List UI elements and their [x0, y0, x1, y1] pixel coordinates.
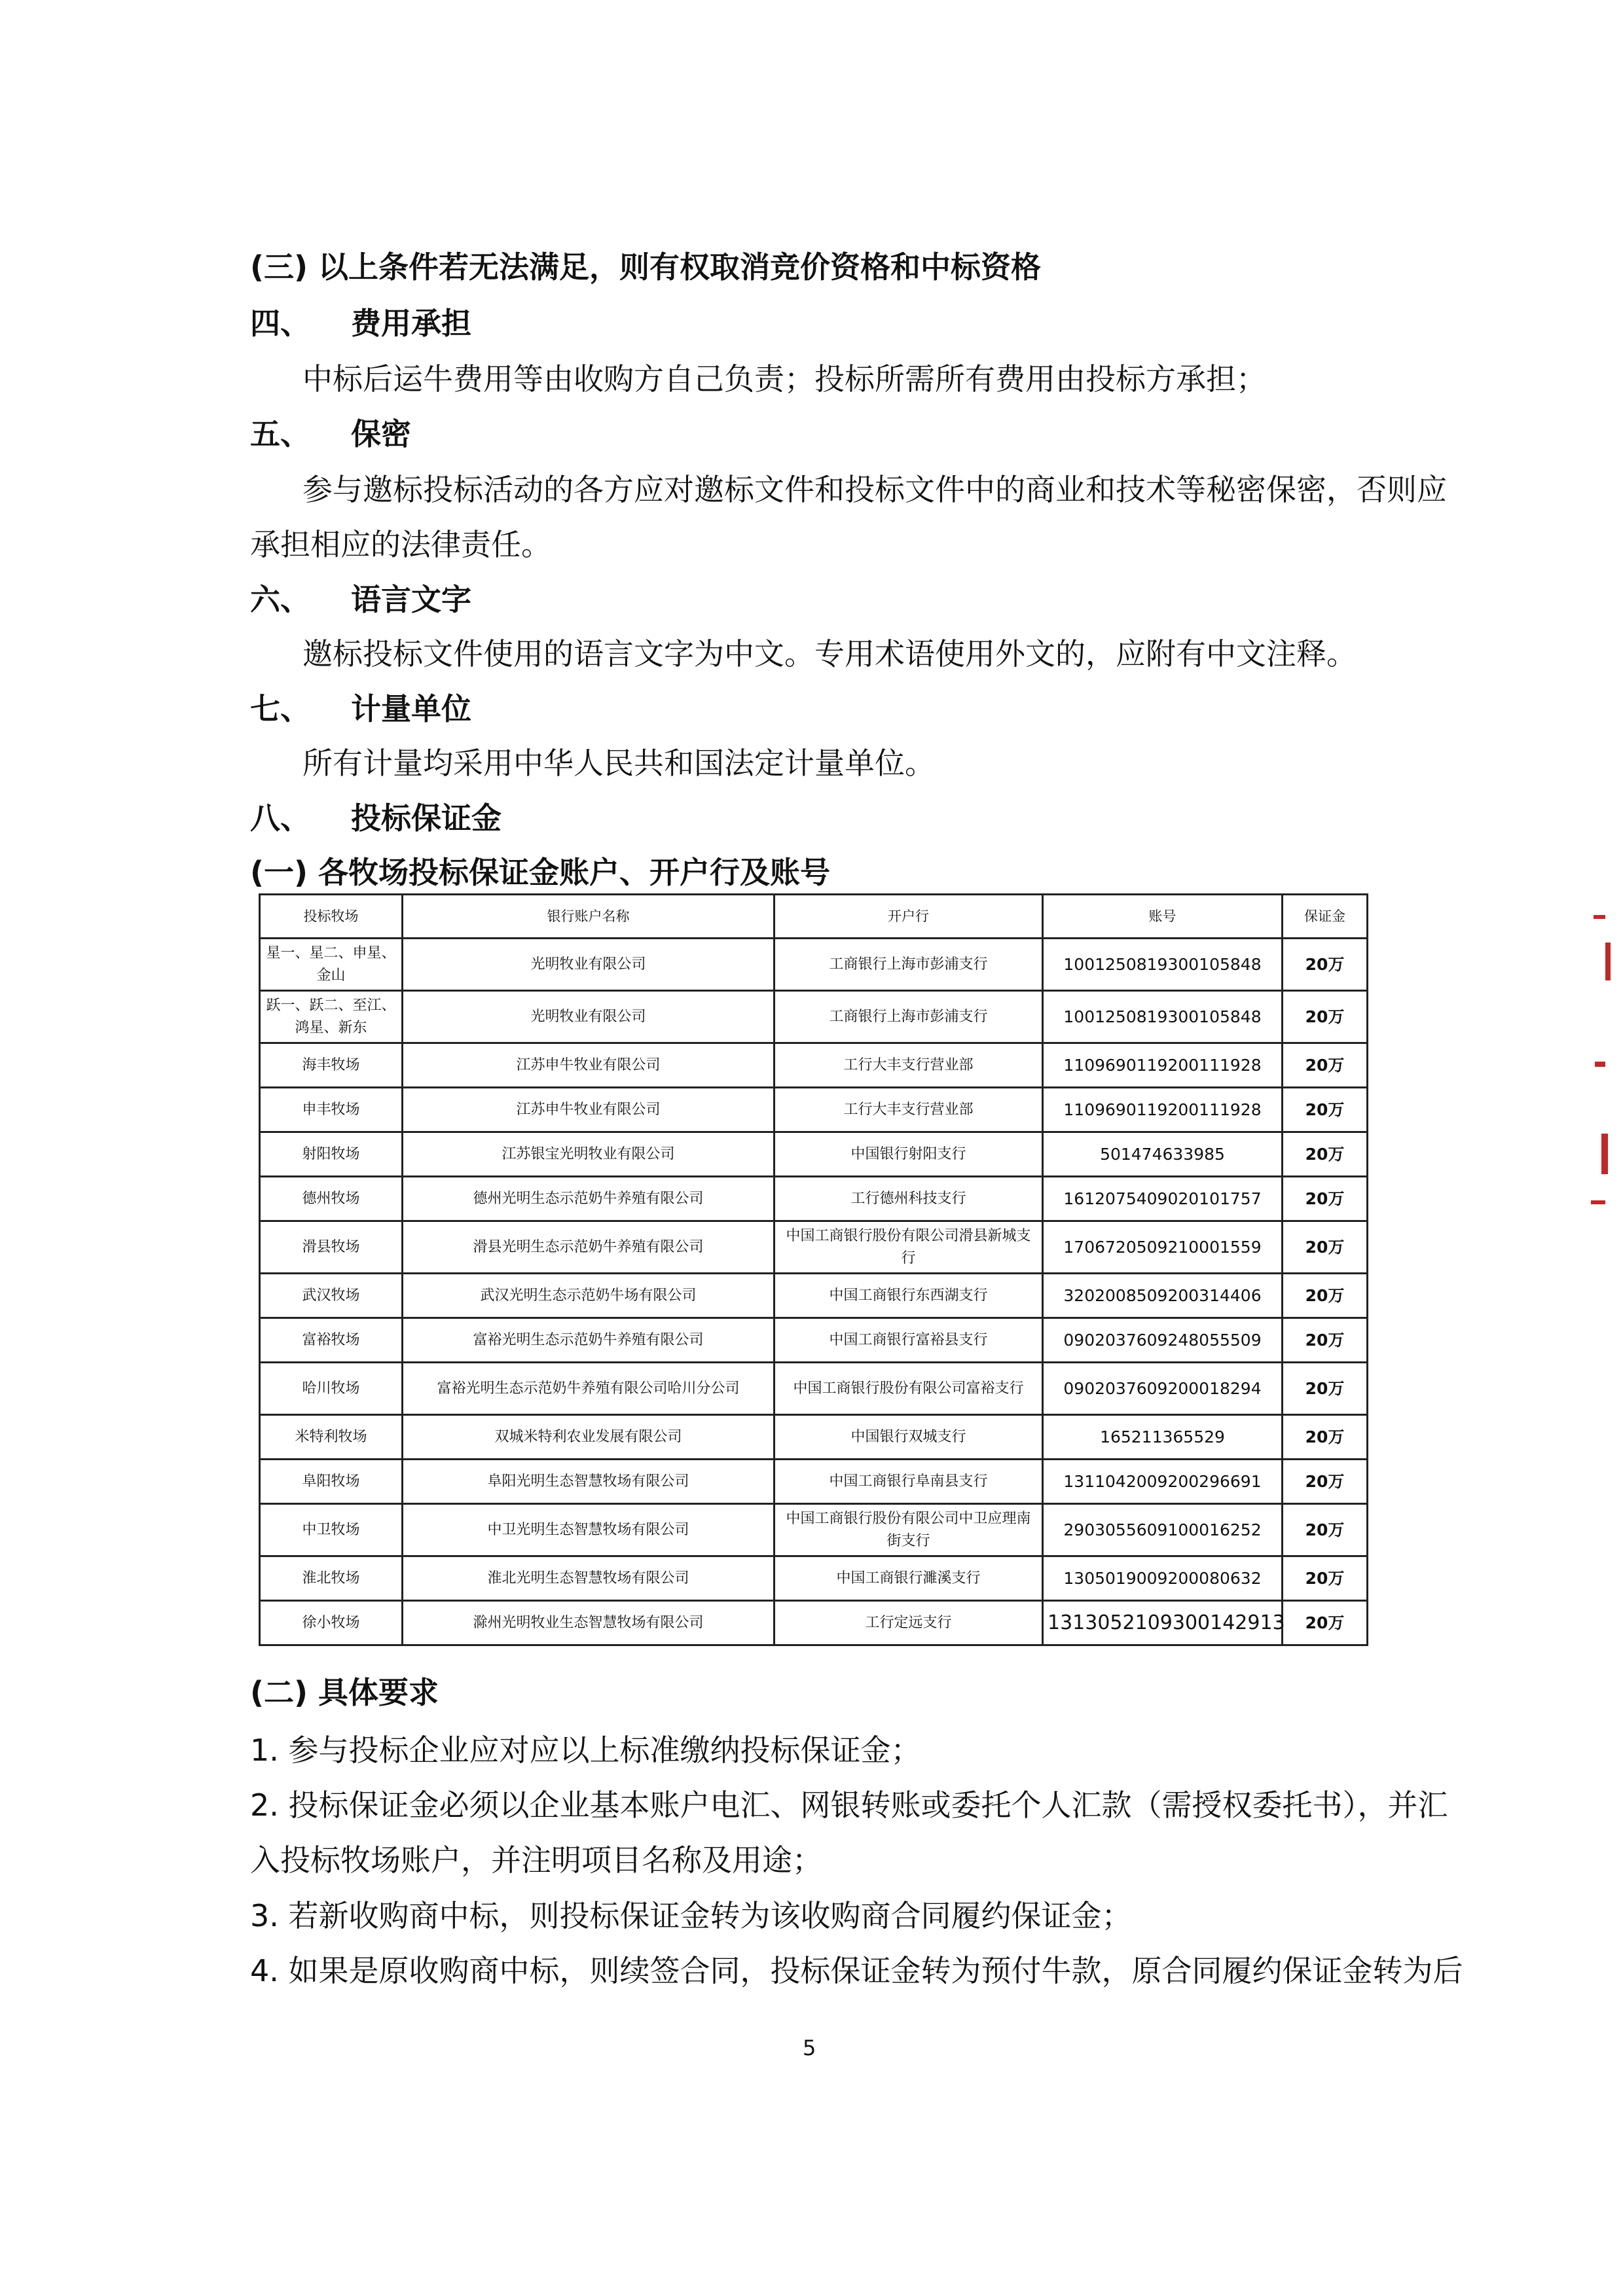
cell-ranch: 淮北牧场 — [260, 1556, 403, 1601]
cell-bank: 中国银行射阳支行 — [775, 1132, 1043, 1177]
section-8-number: 八、 — [250, 800, 310, 836]
cell-account-number: 1313052109300142913 — [1043, 1601, 1283, 1645]
bond-table — [259, 893, 1368, 1646]
cell-account-name: 江苏申牛牧业有限公司 — [403, 1088, 775, 1132]
table-row — [260, 1415, 1368, 1460]
table-row — [260, 1177, 1368, 1221]
table-title: (一) 各牧场投标保证金账户、开户行及账号 — [250, 855, 831, 890]
cell-account-name: 富裕光明生态示范奶牛养殖有限公司 — [403, 1318, 775, 1363]
cell-deposit: 20万 — [1283, 1177, 1368, 1221]
cell-bank: 工行大丰支行营业部 — [775, 1043, 1043, 1088]
cell-account-name: 淮北光明生态智慧牧场有限公司 — [403, 1556, 775, 1601]
section-6-number: 六、 — [250, 582, 310, 617]
cell-deposit: 20万 — [1283, 1043, 1368, 1088]
table-header-row — [260, 895, 1368, 939]
table-row — [260, 1504, 1368, 1556]
cell-account-name: 江苏申牛牧业有限公司 — [403, 1043, 775, 1088]
cell-account-number: 3202008509200314406 — [1043, 1274, 1283, 1318]
section-4-number: 四、 — [250, 306, 310, 341]
cell-deposit: 20万 — [1283, 939, 1368, 991]
header-account-name: 银行账户名称 — [403, 895, 775, 939]
requirement-2-line2: 入投标牧场账户，并注明项目名称及用途； — [250, 1842, 822, 1878]
header-account-number: 账号 — [1043, 895, 1283, 939]
cell-account-name: 光明牧业有限公司 — [403, 991, 775, 1043]
cell-account-number: 165211365529 — [1043, 1415, 1283, 1460]
cell-ranch: 射阳牧场 — [260, 1132, 403, 1177]
table-row — [260, 991, 1368, 1043]
cell-ranch: 武汉牧场 — [260, 1274, 403, 1318]
cell-account-number: 1001250819300105848 — [1043, 939, 1283, 991]
header-bank: 开户行 — [775, 895, 1043, 939]
cell-ranch: 德州牧场 — [260, 1177, 403, 1221]
table-row — [260, 1221, 1368, 1274]
cell-account-name: 武汉光明生态示范奶牛场有限公司 — [403, 1274, 775, 1318]
table-row — [260, 1043, 1368, 1088]
page-number: 5 — [803, 2036, 816, 2060]
requirement-3: 3. 若新收购商中标，则投标保证金转为该收购商合同履约保证金； — [250, 1898, 1132, 1933]
requirement-2-line1: 2. 投标保证金必须以企业基本账户电汇、网银转账或委托个人汇款（需授权委托书），并汇 — [250, 1787, 1448, 1823]
cell-ranch: 阜阳牧场 — [260, 1460, 403, 1504]
cell-account-number: 1001250819300105848 — [1043, 991, 1283, 1043]
table-row — [260, 1556, 1368, 1601]
section-5-title: 保密 — [351, 416, 411, 452]
cell-bank: 中国工商银行东西湖支行 — [775, 1274, 1043, 1318]
section-6-title: 语言文字 — [351, 582, 471, 617]
cell-account-number: 1109690119200111928 — [1043, 1043, 1283, 1088]
cell-account-name: 德州光明生态示范奶牛养殖有限公司 — [403, 1177, 775, 1221]
cell-bank: 中国工商银行濉溪支行 — [775, 1556, 1043, 1601]
cell-account-name: 双城米特利农业发展有限公司 — [403, 1415, 775, 1460]
cell-bank: 中国工商银行股份有限公司中卫应理南街支行 — [775, 1504, 1043, 1556]
cell-bank: 中国工商银行富裕县支行 — [775, 1318, 1043, 1363]
cell-ranch: 申丰牧场 — [260, 1088, 403, 1132]
condition-note: (三) 以上条件若无法满足，则有权取消竞价资格和中标资格 — [250, 249, 1042, 285]
cell-ranch: 徐小牧场 — [260, 1601, 403, 1645]
table-row — [260, 1132, 1368, 1177]
requirements-title: (二) 具体要求 — [250, 1675, 439, 1710]
cell-account-number: 1109690119200111928 — [1043, 1088, 1283, 1132]
table-row — [260, 1318, 1368, 1363]
cell-bank: 中国工商银行股份有限公司富裕支行 — [775, 1363, 1043, 1415]
cell-deposit: 20万 — [1283, 1504, 1368, 1556]
cell-deposit: 20万 — [1283, 1318, 1368, 1363]
cell-account-number: 1311042009200296691 — [1043, 1460, 1283, 1504]
section-7-body: 所有计量均采用中华人民共和国法定计量单位。 — [302, 745, 935, 781]
header-deposit: 保证金 — [1283, 895, 1368, 939]
cell-account-number: 1305019009200080632 — [1043, 1556, 1283, 1601]
cell-account-number: 1706720509210001559 — [1043, 1221, 1283, 1274]
cell-ranch: 滑县牧场 — [260, 1221, 403, 1274]
cell-ranch: 海丰牧场 — [260, 1043, 403, 1088]
section-8-title: 投标保证金 — [351, 800, 501, 836]
cell-deposit: 20万 — [1283, 1221, 1368, 1274]
cell-bank: 工行定远支行 — [775, 1601, 1043, 1645]
seal-edge-mark — [1605, 942, 1611, 980]
seal-edge-mark — [1591, 1200, 1605, 1204]
cell-deposit: 20万 — [1283, 1415, 1368, 1460]
table-row — [260, 1460, 1368, 1504]
cell-deposit: 20万 — [1283, 1460, 1368, 1504]
section-7-title: 计量单位 — [351, 691, 471, 726]
seal-edge-mark — [1601, 1134, 1608, 1174]
cell-bank: 工商银行上海市彭浦支行 — [775, 991, 1043, 1043]
table-row — [260, 1274, 1368, 1318]
cell-ranch: 哈川牧场 — [260, 1363, 403, 1415]
cell-account-number: 0902037609200018294 — [1043, 1363, 1283, 1415]
cell-ranch: 米特利牧场 — [260, 1415, 403, 1460]
cell-bank: 中国工商银行阜南县支行 — [775, 1460, 1043, 1504]
cell-ranch: 星一、星二、申星、金山 — [260, 939, 403, 991]
cell-deposit: 20万 — [1283, 1274, 1368, 1318]
cell-account-name: 中卫光明生态智慧牧场有限公司 — [403, 1504, 775, 1556]
table-row — [260, 1088, 1368, 1132]
cell-bank: 中国工商银行股份有限公司滑县新城支行 — [775, 1221, 1043, 1274]
cell-deposit: 20万 — [1283, 1088, 1368, 1132]
header-ranch: 投标牧场 — [260, 895, 403, 939]
cell-ranch: 跃一、跃二、至江、鸿星、新东 — [260, 991, 403, 1043]
cell-deposit: 20万 — [1283, 1556, 1368, 1601]
section-5-body-line1: 参与邀标投标活动的各方应对邀标文件和投标文件中的商业和技术等秘密保密，否则应 — [302, 472, 1447, 507]
seal-edge-mark — [1595, 1062, 1605, 1067]
cell-bank: 工行德州科技支行 — [775, 1177, 1043, 1221]
cell-account-name: 光明牧业有限公司 — [403, 939, 775, 991]
table-row — [260, 1601, 1368, 1645]
section-6-body: 邀标投标文件使用的语言文字为中文。专用术语使用外文的，应附有中文注释。 — [302, 636, 1357, 672]
seal-edge-mark — [1594, 915, 1605, 919]
cell-account-number: 2903055609100016252 — [1043, 1504, 1283, 1556]
cell-deposit: 20万 — [1283, 1132, 1368, 1177]
section-4-title: 费用承担 — [351, 306, 471, 341]
cell-account-name: 富裕光明生态示范奶牛养殖有限公司哈川分公司 — [403, 1363, 775, 1415]
cell-bank: 中国银行双城支行 — [775, 1415, 1043, 1460]
cell-account-name: 阜阳光明生态智慧牧场有限公司 — [403, 1460, 775, 1504]
requirement-1: 1. 参与投标企业应对应以上标准缴纳投标保证金； — [250, 1732, 921, 1768]
section-7-number: 七、 — [250, 691, 310, 726]
cell-deposit: 20万 — [1283, 991, 1368, 1043]
table-row — [260, 1363, 1368, 1415]
cell-account-name: 滁州光明牧业生态智慧牧场有限公司 — [403, 1601, 775, 1645]
cell-bank: 工商银行上海市彭浦支行 — [775, 939, 1043, 991]
cell-deposit: 20万 — [1283, 1601, 1368, 1645]
table-row — [260, 939, 1368, 991]
cell-account-number: 1612075409020101757 — [1043, 1177, 1283, 1221]
requirement-4: 4. 如果是原收购商中标，则续签合同，投标保证金转为预付牛款，原合同履约保证金转为后 — [250, 1953, 1463, 1988]
cell-bank: 工行大丰支行营业部 — [775, 1088, 1043, 1132]
cell-account-name: 滑县光明生态示范奶牛养殖有限公司 — [403, 1221, 775, 1274]
cell-account-number: 501474633985 — [1043, 1132, 1283, 1177]
section-5-body-line2: 承担相应的法律责任。 — [250, 527, 551, 562]
section-4-body: 中标后运牛费用等由收购方自己负责；投标所需所有费用由投标方承担； — [302, 361, 1266, 397]
cell-deposit: 20万 — [1283, 1363, 1368, 1415]
cell-ranch: 中卫牧场 — [260, 1504, 403, 1556]
cell-ranch: 富裕牧场 — [260, 1318, 403, 1363]
cell-account-name: 江苏银宝光明牧业有限公司 — [403, 1132, 775, 1177]
section-5-number: 五、 — [250, 416, 310, 452]
cell-account-number: 0902037609248055509 — [1043, 1318, 1283, 1363]
